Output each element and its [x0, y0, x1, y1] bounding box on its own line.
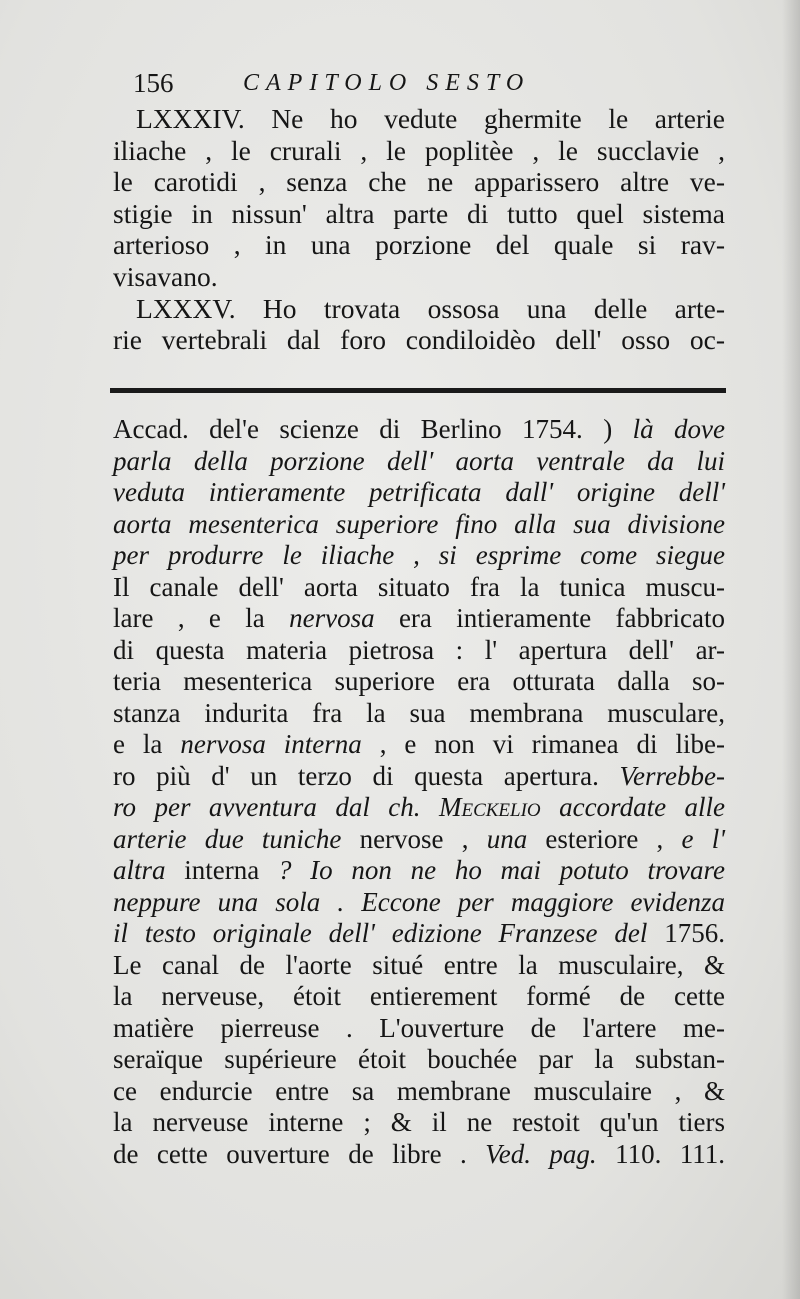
footnote-line: [113, 855, 725, 887]
footnote-line: [113, 1044, 725, 1076]
roman-run: la nerveuse interne ; & il ne restoit qu'un tiers: [113, 1107, 725, 1137]
footnote-line: [113, 1013, 725, 1045]
roman-run: ce endurcie entre sa membrane musculaire , &: [113, 1075, 725, 1106]
text-line: arterioso , in una porzione del quale si rav-: [113, 229, 725, 261]
roman-run: ro più d' un terzo di questa apertura.: [113, 760, 620, 791]
footnote-separator-rule: [110, 388, 726, 393]
italic-run: arterie due tuniche: [113, 823, 360, 854]
text-line: iliache , le crurali , le poplitèe , le succlavie ,: [113, 134, 725, 166]
footnote-line: [113, 792, 725, 824]
footnote-line: [113, 698, 725, 730]
italic-run: aorta mesenterica superiore fino alla sua divisione: [113, 508, 725, 539]
footnote-line: [113, 761, 725, 793]
italic-run: nervosa interna: [180, 729, 362, 759]
roman-run: 110. 111.: [596, 1138, 726, 1169]
roman-run: la nerveuse, étoit entierement formé de cette: [113, 981, 725, 1011]
text-line: le carotidi , senza che ne apparissero altre ve-: [113, 166, 725, 198]
footnote-line: [113, 540, 725, 572]
roman-run: di questa materia pietrosa : l' apertura dell' ar-: [113, 634, 725, 665]
italic-run: Verrebbe-: [619, 760, 725, 791]
page-number: 156: [133, 68, 174, 98]
footnote-line: [113, 729, 725, 761]
footnote-line: [113, 1139, 725, 1171]
footnote-line: [113, 981, 725, 1013]
roman-run: stanza indurita fra la sua membrana musculare,: [113, 697, 725, 728]
footnote-line: [113, 824, 725, 856]
roman-run: de cette ouverture de libre .: [113, 1138, 486, 1169]
roman-run: seraïque supérieure étoit bouchée par la substan-: [113, 1044, 725, 1074]
chapter-title: CAPITOLO SESTO: [243, 70, 531, 96]
italic-run: e l': [681, 823, 725, 854]
italic-run: una: [486, 823, 528, 854]
text-line: LXXXV. Ho trovata ossosa una delle arte-: [136, 292, 725, 324]
footnote-line: [113, 666, 725, 698]
roman-run: Il canale dell' aorta situato fra la tunica muscu-: [113, 571, 725, 602]
footnote-line: [113, 1076, 725, 1108]
footnote-line: [113, 635, 725, 667]
footnote-text: [113, 414, 725, 1170]
roman-run: 1756.: [664, 918, 725, 948]
running-header: [133, 66, 733, 100]
italic-run: veduta intieramente petrificata dall' origine dell': [113, 477, 725, 507]
footnote-line: [113, 950, 725, 982]
roman-run: matière pierreuse . L'ouverture de l'artere me-: [113, 1012, 725, 1043]
roman-run: Le canal de l'aorte situé entre la musculaire, &: [113, 949, 725, 980]
footnote-line: [113, 887, 725, 919]
roman-run: Accad. del'e scienze di Berlino 1754. ): [113, 414, 633, 444]
footnote-line: [113, 477, 725, 509]
italic-run: ? Io non ne ho mai potuto trovare: [277, 855, 725, 885]
italic-run: ro per avventura dal ch.: [113, 792, 439, 822]
main-text: [113, 103, 725, 356]
footnote-line: [113, 446, 725, 478]
footnote-line: [113, 509, 725, 541]
italic-run: là dove: [632, 414, 725, 444]
italic-run: neppure una sola . Eccone per maggiore evidenza: [113, 886, 725, 917]
roman-run: , e non vi rimanea di libe-: [361, 729, 725, 759]
roman-run: interna: [165, 855, 278, 885]
roman-run: e la: [113, 729, 181, 759]
footnote-line: [113, 572, 725, 604]
roman-run: era intieramente fabbricato: [374, 603, 725, 633]
roman-run: teria mesenterica superiore era otturata dalla so-: [113, 666, 725, 696]
small-caps-run: Meckelio: [438, 792, 541, 822]
italic-run: accordate alle: [540, 792, 725, 822]
italic-run: parla della porzione dell' aorta ventrale da lui: [113, 445, 725, 476]
page-edge-shadow: [782, 0, 800, 1299]
footnote-line: [113, 1107, 725, 1139]
footnote-line: [113, 414, 725, 446]
italic-run: il testo originale dell' edizione Franzese del: [113, 918, 665, 948]
roman-run: esteriore ,: [527, 823, 682, 854]
italic-run: nervosa: [289, 603, 375, 633]
footnote-line: [113, 918, 725, 950]
italic-run: altra: [113, 855, 166, 885]
text-line: LXXXIV. Ne ho vedute ghermite le arterie: [136, 103, 725, 134]
italic-run: per produrre le iliache , si esprime come siegue: [113, 540, 725, 570]
text-line: rie vertebrali dal foro condiloidèo dell' osso oc-: [113, 324, 725, 356]
roman-run: lare , e la: [113, 603, 290, 633]
roman-run: nervose ,: [359, 823, 487, 854]
text-line: visavano.: [113, 260, 218, 292]
footnote-line: [113, 603, 725, 635]
text-line: stigie in nissun' altra parte di tutto quel sistema: [113, 197, 725, 229]
italic-run: Ved. pag.: [485, 1138, 597, 1169]
